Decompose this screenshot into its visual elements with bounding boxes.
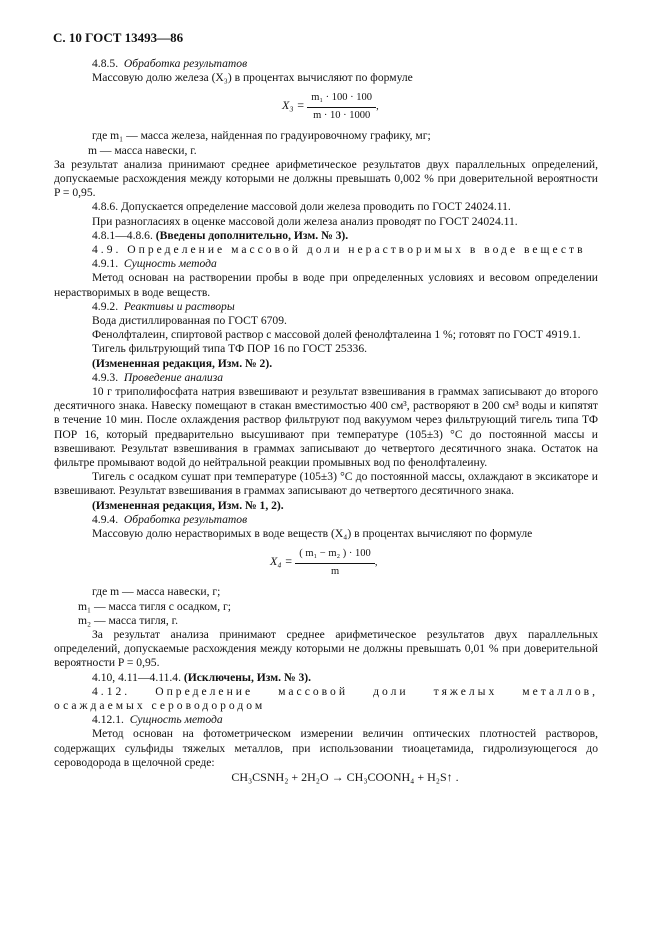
section-4-9-3-note: (Измененная редакция, Изм. № 1, 2). [92,498,284,512]
section-4-9-4-intro: Массовую долю нерастворимых в воде веществ (X₄) в процентах вычисляют по формуле [92,527,533,541]
section-4-9-1-text: Метод основан на растворении пробы в воде при определенных условиях и весовом определении нерастворимых в воде веществ. [54,271,598,299]
section-4-9-2-line-3: Тигель фильтрующий типа ТФ ПОР 16 по ГОСТ 25336. [92,342,368,356]
section-4-8-5-where-1: где m₁ — масса железа, найденная по градуировочному графику, мг; [92,129,431,143]
section-4-8-1-note: 4.8.1—4.8.6. (Введены дополнительно, Изм. № 3). [92,228,349,242]
formula-x3: X₃ = $\frac{\text{m₁ · 100 · 100}}{m \cdot 10 \cdot 1000}$ , [92,91,598,123]
section-4-10-note: 4.10, 4.11—4.11.4. (Исключены, Изм. № 3). [92,670,312,684]
section-4-12-1-title: 4.12.1. Сущность метода [92,713,223,727]
formula-x3-fraction: $\frac{\text{m₁ · 100 · 100}}{m \cdot 10 \cdot 1000}$ [307,91,376,122]
section-4-9-title: 4.9. Определение массовой доли нерастворимых в воде веществ [92,243,586,257]
reaction-equation: CH₃CSNH₂ + 2H₂O → CH₃COONH₄ + H₂S↑ . [231,769,459,784]
section-4-9-2-line-1: Вода дистиллированная по ГОСТ 6709. [92,314,287,328]
section-4-9-3-paragraph-2: Тигель с осадком сушат при температуре (105±3) °С до постоянной массы, охлаждают в эксикаторе и взвешивают. Результат взвешивания в граммах записывают до четвертого десятичного знака. [54,470,598,498]
section-4-9-2-title: 4.9.2. Реактивы и растворы [92,299,235,313]
section-4-9-4-title: 4.9.4. Обработка результатов [92,512,248,526]
section-4-9-4-where-3: m₂ — масса тигля, г. [78,613,179,627]
formula-x4-fraction: $\frac{\text{( m₁ − m₂ ) · 100}}{m}$ [295,547,375,578]
section-4-9-2-note: (Измененная редакция, Изм. № 2). [92,356,273,370]
section-4-12-1-text: Метод основан на фотометрическом измерении величин оптических плотностей растворов, содержащих сульфиды тяжелых металлов, при использовании тиоацетамида, гидролизующегося до сероводорода в щелочной среде: [54,727,598,769]
section-4-9-1-title: 4.9.1. Сущность метода [92,257,217,271]
section-4-8-5-intro: Массовую долю железа (X₃) в процентах вычисляют по формуле [92,71,413,85]
formula-x4: X₄ = $\frac{\text{( m₁ − m₂ ) · 100}}{m}$ , [92,547,598,579]
section-4-8-5-title: 4.8.5. Обработка результатов [92,57,248,70]
page-header: С. 10 ГОСТ 13493—86 [53,30,184,45]
section-4-9-4-paragraph: За результат анализа принимают среднее арифметическое результатов двух параллельных определений, допускаемые расхождения между которыми не должны превышать 0,01 % при доверительной вероятности P = 0,95. [54,627,598,670]
section-4-8-5-paragraph: За результат анализа принимают среднее арифметическое результатов двух параллельных определений, допускаемые расхождения между которыми не должны превышать 0,002 % при доверительной вероятности P = 0,95. [54,157,598,200]
section-4-8-6-paragraph: При разногласиях в оценке массовой доли железа анализ проводят по ГОСТ 24024.11. [92,214,518,228]
document-body [54,57,598,784]
section-4-9-3-title: 4.9.3. Проведение анализа [92,370,224,384]
section-4-9-4-where-2: m₁ — масса тигля с осадком, г; [78,599,231,613]
section-4-8-6: 4.8.6. Допускается определение массовой доли железа проводить по ГОСТ 24024.11. [92,200,511,214]
section-4-9-3-paragraph-1: 10 г триполифосфата натрия взвешивают и результат взвешивания в граммах записывают до второго десятичного знака. Навеску помещают в стакан вместимостью 400 см³, растворяют в 200 см³ воды и кипятят в течение 10 мин. После охлаждения раствор фильтруют под вакуумом через фильтрующий тигель типа ТФ ПОР 16, который предварительно высушивают при температуре (105±3) °С до постоянной массы и взвешивают. Результат взвешивания в граммах записывают до четвертого десятичного знака. Остаток на фильтре промывают водой до нейтральной реакции промывных вод по фенолфталеину. [54,385,598,470]
section-4-8-5-where-2: m — масса навески, г. [88,143,197,157]
section-4-12-title: 4.12. Определение массовой доли тяжелых металлов, осаждаемых сероводородом [54,684,598,712]
section-4-9-2-line-2: Фенолфталеин, спиртовой раствор с массовой долей фенолфталеина 1 %; готовят по ГОСТ 4919.1. [92,328,581,342]
section-4-9-4-where-1: где m — масса навески, г; [92,585,221,599]
